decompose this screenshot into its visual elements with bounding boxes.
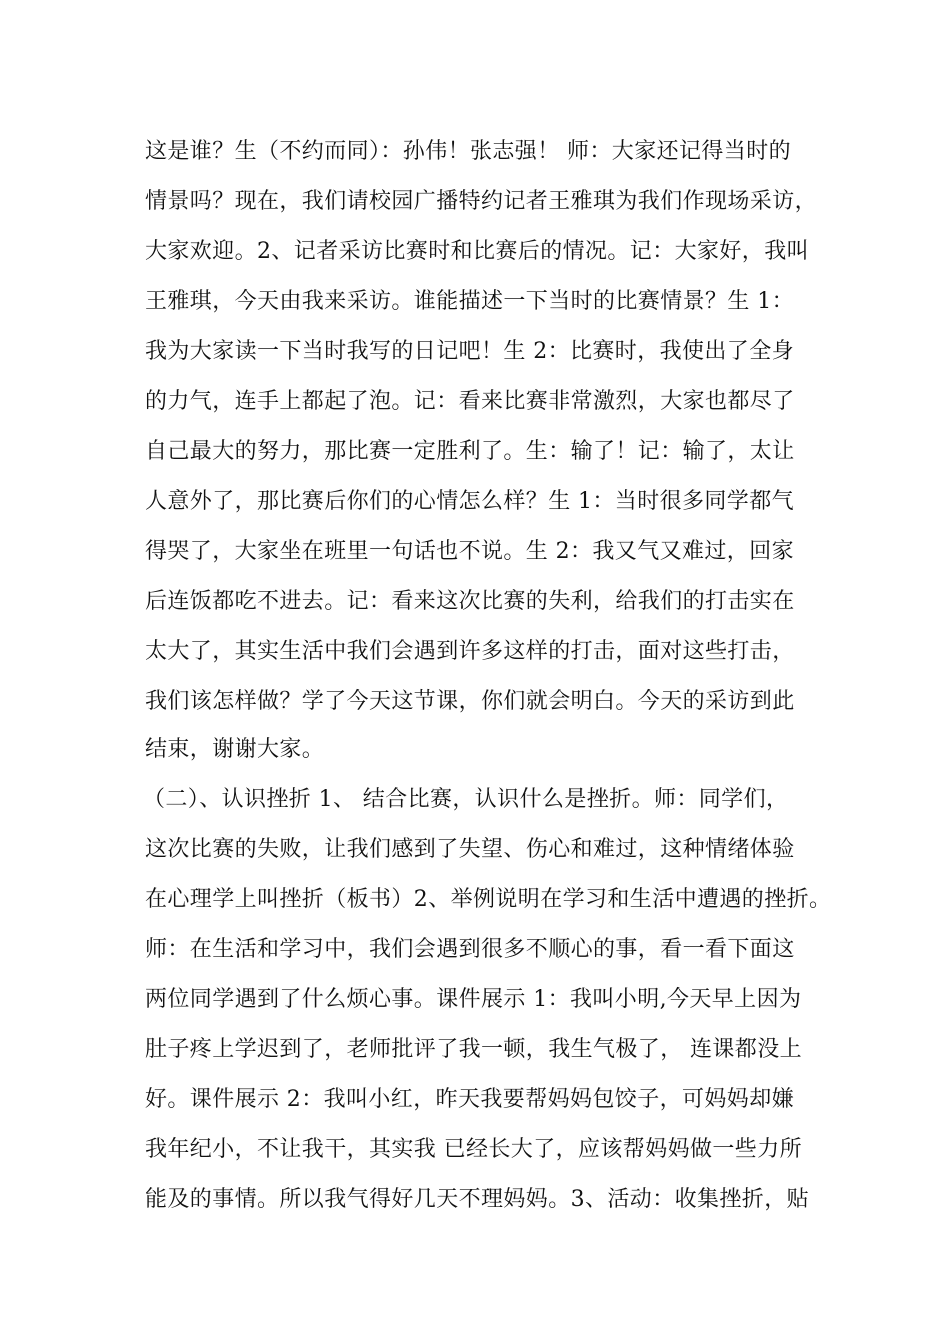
text-line-9: 得哭了，大家坐在班里一句话也不说。生 2：我又气又难过，回家 [145, 539, 794, 564]
text-line-21: 我年纪小，不让我干，其实我 已经长大了，应该帮妈妈做一些力所 [145, 1137, 802, 1162]
text-line-8: 人意外了，那比赛后你们的心情怎么样？生 1：当时很多同学都气 [145, 489, 794, 514]
text-line-19: 肚子疼上学迟到了，老师批评了我一顿，我生气极了， 连课都没上 [145, 1037, 802, 1062]
text-line-12: 我们该怎样做？学了今天这节课，你们就会明白。今天的采访到此 [145, 689, 795, 714]
text-line-10: 后连饭都吃不进去。记：看来这次比赛的失利，给我们的打击实在 [145, 589, 795, 614]
text-line-7: 自己最大的努力，那比赛一定胜利了。生：输了！记：输了，太让 [145, 439, 795, 464]
text-line-13: 结束，谢谢大家。 [145, 737, 325, 762]
text-line-18: 两位同学遇到了什么烦心事。课件展示 1：我叫小明,今天早上因为 [145, 987, 802, 1012]
text-line-2: 情景吗？现在，我们请校园广播特约记者王雅琪为我们作现场采访， [145, 189, 818, 214]
text-line-6: 的力气，连手上都起了泡。记：看来比赛非常激烈，大家也都尽了 [145, 389, 795, 414]
text-line-3: 大家欢迎。2、记者采访比赛时和比赛后的情况。记：大家好，我叫 [145, 239, 809, 264]
text-line-20: 好。课件展示 2：我叫小红，昨天我要帮妈妈包饺子，可妈妈却嫌 [145, 1087, 794, 1112]
text-line-11: 太大了，其实生活中我们会遇到许多这样的打击，面对这些打击， [145, 639, 795, 664]
text-line-16: 在心理学上叫挫折（板书）2、举例说明在学习和生活中遭遇的挫折。 [145, 887, 832, 912]
text-line-22: 能及的事情。所以我气得好几天不理妈妈。3、活动：收集挫折，贴 [145, 1187, 809, 1212]
text-line-5: 我为大家读一下当时我写的日记吧！生 2：比赛时，我使出了全身 [145, 339, 794, 364]
section-heading-line: （二）、认识挫折 1、 结合比赛，认识什么是挫折。师：同学们， [143, 787, 789, 812]
text-line-1: 这是谁？生（不约而同）：孙伟！张志强！ 师：大家还记得当时的 [145, 139, 791, 164]
text-line-4: 王雅琪，今天由我来采访。谁能描述一下当时的比赛情景？生 1： [145, 289, 794, 314]
text-line-17: 师：在生活和学习中，我们会遇到很多不顺心的事，看一看下面这 [145, 937, 795, 962]
text-line-15: 这次比赛的失败，让我们感到了失望、伤心和难过，这种情绪体验 [145, 837, 795, 862]
